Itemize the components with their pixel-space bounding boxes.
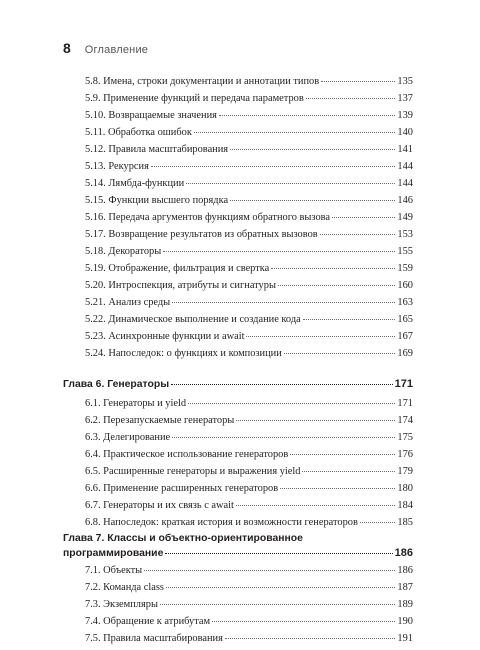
toc-entry-page: 140 — [397, 127, 413, 138]
toc-entry-title: 5.18. Декораторы — [85, 246, 162, 257]
toc-entry-title: 7.1. Объекты — [85, 565, 143, 576]
dot-leader — [212, 621, 395, 622]
toc-entry-page: 141 — [397, 144, 413, 155]
toc-entry — [63, 465, 413, 479]
toc-entry — [63, 414, 413, 428]
dot-leader — [230, 200, 395, 201]
toc-entry — [63, 75, 413, 89]
dot-leader — [144, 570, 395, 571]
toc-entry-title: 7.4. Обращение к атрибутам — [85, 616, 211, 627]
dot-leader — [236, 505, 395, 506]
toc-entry-title: 7.2. Команда class — [85, 582, 164, 593]
toc-entry-page: 144 — [397, 178, 413, 189]
toc-entry — [63, 279, 413, 293]
dot-leader — [188, 403, 395, 404]
toc-entry-page: 137 — [397, 93, 413, 104]
dot-leader — [171, 384, 393, 385]
toc-entry-title: 6.7. Генераторы и их связь с await — [85, 500, 234, 511]
dot-leader — [306, 98, 396, 99]
toc-entry-title: 5.23. Асинхронные функции и await — [85, 331, 245, 342]
toc-entry-page: 144 — [397, 161, 413, 172]
dot-leader — [321, 81, 395, 82]
toc-entry-title: 5.10. Возвращаемые значения — [85, 110, 217, 121]
running-title: Оглавление — [84, 44, 149, 56]
toc-entry — [63, 581, 413, 595]
toc-entry-page: 155 — [397, 246, 413, 257]
toc-entry — [63, 448, 413, 462]
page-number: 8 — [63, 40, 71, 56]
dot-leader — [246, 336, 395, 337]
dot-leader — [165, 553, 392, 554]
dot-leader — [163, 251, 395, 252]
toc-entry-title: 6.4. Практическое использование генераторов — [85, 449, 289, 460]
toc-entry-title: 5.8. Имена, строки документации и аннотации типов — [85, 76, 320, 87]
toc-entry — [63, 313, 413, 327]
toc-entry-page: 190 — [397, 616, 413, 627]
chapter-heading — [63, 532, 413, 561]
toc-entry — [63, 109, 413, 123]
toc-entry-title: 6.8. Напоследок: краткая история и возможности генераторов — [85, 517, 358, 528]
toc-entry — [63, 499, 413, 513]
chapter-title-line1: Глава 7. Классы и объектно-ориентированное — [63, 533, 303, 544]
toc-entry — [63, 126, 413, 140]
toc-entry — [63, 211, 413, 225]
toc-entry-page: 149 — [397, 212, 413, 223]
toc-entry-title: 6.3. Делегирование — [85, 432, 171, 443]
toc-entry — [63, 228, 413, 242]
chapter-title-line2: программирование — [63, 548, 164, 559]
toc-entry — [63, 516, 413, 530]
toc-entry — [63, 143, 413, 157]
chapter-page: 171 — [394, 378, 413, 390]
dot-leader — [151, 166, 396, 167]
table-of-contents — [63, 0, 413, 650]
toc-entry — [63, 564, 413, 578]
dot-leader — [166, 587, 395, 588]
toc-entry — [63, 262, 413, 276]
toc-entry-page: 176 — [397, 449, 413, 460]
toc-entry-page: 191 — [397, 633, 413, 644]
toc-entry-page: 153 — [397, 229, 413, 240]
toc-entry-page: 174 — [397, 415, 413, 426]
toc-entry-title: 5.21. Анализ среды — [85, 297, 171, 308]
dot-leader — [186, 183, 395, 184]
toc-entry-title: 5.11. Обработка ошибок — [85, 127, 192, 138]
toc-entry-page: 171 — [397, 398, 413, 409]
toc-entry — [63, 330, 413, 344]
toc-entry — [63, 347, 413, 361]
toc-entry — [63, 92, 413, 106]
toc-entry — [63, 632, 413, 646]
toc-entry-page: 184 — [397, 500, 413, 511]
toc-entry-page: 169 — [397, 348, 413, 359]
toc-entry-title: 6.1. Генераторы и yield — [85, 398, 187, 409]
toc-entry-title: 5.12. Правила масштабирования — [85, 144, 229, 155]
toc-entry — [63, 296, 413, 310]
dot-leader — [225, 638, 396, 639]
toc-entry-title: 6.5. Расширенные генераторы и выражения yield — [85, 466, 301, 477]
toc-entry-page: 180 — [397, 483, 413, 494]
toc-entry — [63, 482, 413, 496]
dot-leader — [302, 471, 395, 472]
toc-entry — [63, 177, 413, 191]
toc-entry-title: 5.9. Применение функций и передача параметров — [85, 93, 304, 104]
dot-leader — [280, 488, 395, 489]
toc-entry-page: 160 — [397, 280, 413, 291]
chapter-page: 186 — [394, 547, 413, 559]
toc-entry-page: 189 — [397, 599, 413, 610]
toc-entry-title: 6.6. Применение расширенных генераторов — [85, 483, 279, 494]
dot-leader — [230, 149, 395, 150]
toc-entry-page: 139 — [397, 110, 413, 121]
chapter-heading — [63, 377, 413, 392]
toc-entry-title: 5.20. Интроспекция, атрибуты и сигнатуры — [85, 280, 276, 291]
toc-entry-page: 159 — [397, 263, 413, 274]
dot-leader — [219, 115, 395, 116]
dot-leader — [290, 454, 395, 455]
toc-entry-page: 187 — [397, 582, 413, 593]
toc-entry-title: 5.14. Лямбда-функции — [85, 178, 185, 189]
toc-entry-title: 5.17. Возвращение результатов из обратных вызовов — [85, 229, 318, 240]
toc-entry — [63, 598, 413, 612]
toc-entry-title: 5.22. Динамическое выполнение и создание кода — [85, 314, 301, 325]
toc-entry-title: 5.24. Напоследок: о функциях и композиции — [85, 348, 282, 359]
dot-leader — [284, 353, 396, 354]
toc-entry-page: 146 — [397, 195, 413, 206]
toc-entry-page: 186 — [397, 565, 413, 576]
toc-entry-page: 167 — [397, 331, 413, 342]
dot-leader — [303, 319, 396, 320]
toc-entry-title: 5.16. Передача аргументов функциям обратного вызова — [85, 212, 331, 223]
dot-leader — [160, 604, 395, 605]
toc-entry-page: 163 — [397, 297, 413, 308]
dot-leader — [278, 285, 395, 286]
toc-entry — [63, 431, 413, 445]
dot-leader — [360, 522, 396, 523]
dot-leader — [332, 217, 395, 218]
dot-leader — [172, 437, 395, 438]
toc-entry-page: 185 — [397, 517, 413, 528]
chapter-title: Глава 6. Генераторы — [63, 379, 170, 390]
toc-entry-title: 7.3. Экземпляры — [85, 599, 158, 610]
dot-leader — [320, 234, 396, 235]
toc-entry-title: 6.2. Перезапускаемые генераторы — [85, 415, 235, 426]
toc-entry-page: 179 — [397, 466, 413, 477]
toc-entry-title: 7.5. Правила масштабирования — [85, 633, 223, 644]
toc-entry — [63, 397, 413, 411]
toc-entry-title: 5.13. Рекурсия — [85, 161, 149, 172]
toc-entry-title: 5.15. Функции высшего порядка — [85, 195, 229, 206]
toc-entry — [63, 194, 413, 208]
toc-entry-title: 5.19. Отображение, фильтрация и свертка — [85, 263, 270, 274]
dot-leader — [194, 132, 396, 133]
toc-entry — [63, 245, 413, 259]
toc-entry-page: 175 — [397, 432, 413, 443]
dot-leader — [271, 268, 395, 269]
toc-entry — [63, 160, 413, 174]
toc-entry-page: 135 — [397, 76, 413, 87]
toc-entry — [63, 615, 413, 629]
toc-entry-page: 165 — [397, 314, 413, 325]
dot-leader — [172, 302, 395, 303]
dot-leader — [236, 420, 395, 421]
